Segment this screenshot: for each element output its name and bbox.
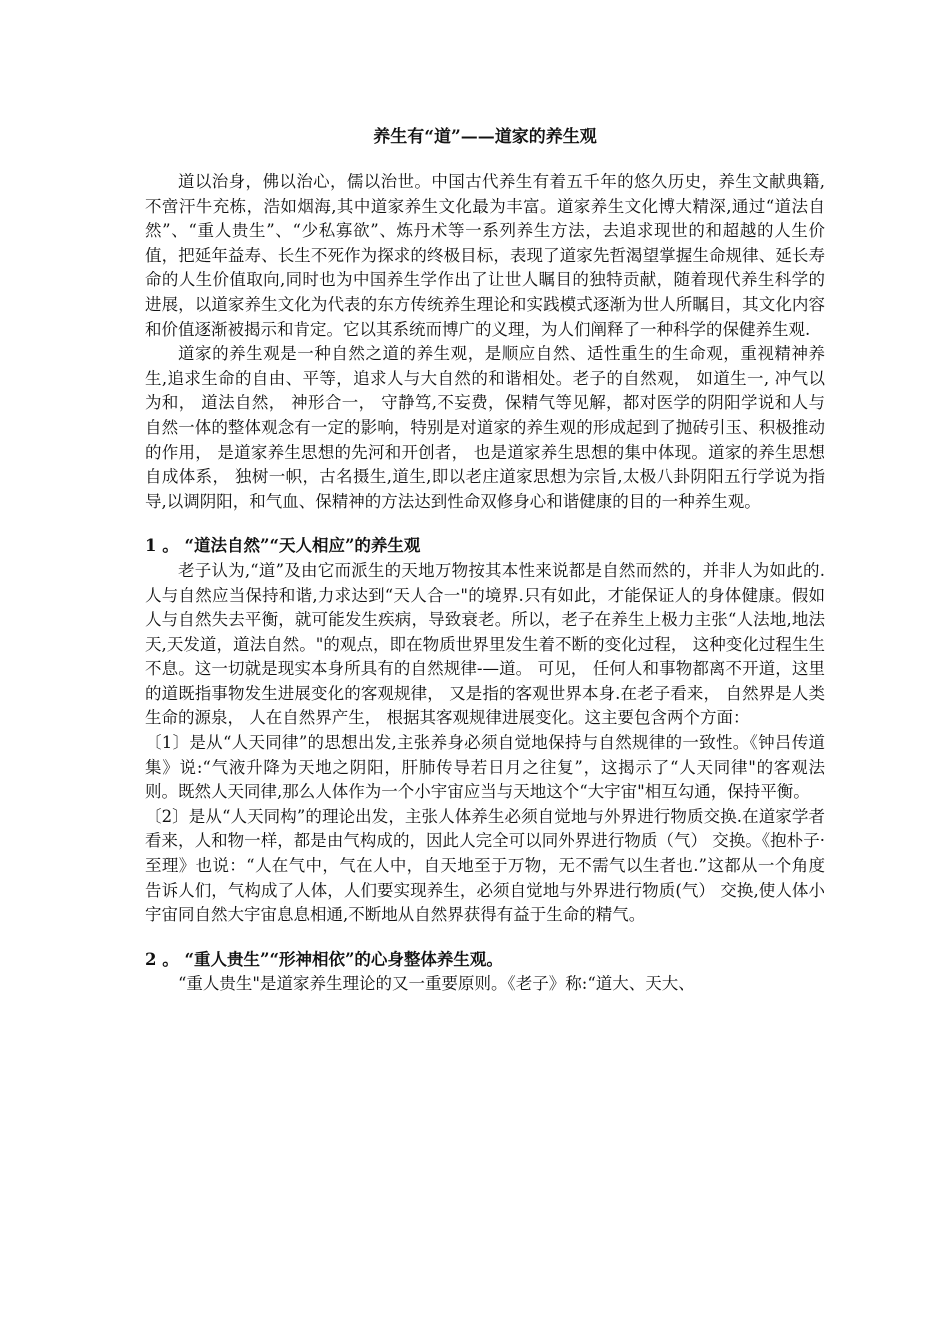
section-2-paragraph: “重人贵生"是道家养生理论的又一重要原则。《老子》称:“道大、天大、 [178,974,695,994]
document-page [145,124,825,997]
section-1-item-1: 〔1〕是从“人天同律”的思想出发,主张养身必须自觉地保持与自然规律的一致性。《钟吕传道集》说:“气液升降为天地之阴阳，肝肺传导若日月之往复”，这揭示了“人天同律"的客观法则。既然人天同律,那么人体作为一个小宇宙应当与天地这个“大宇宙"相互勾通，保持平衡。 [145,733,825,802]
section-1-item-2: 〔2〕是从“人天同构”的理论出发，主张人体养生必须自觉地与外界进行物质交换.在道家学者看来，人和物一样，都是由气构成的，因此人完全可以同外界进行物质（气） 交换。《抱朴子·至理》也说：“人在气中，气在人中，自天地至于万物，无不需气以生者也.”这都从一个角度告诉人们，气构成了人体，人们要实现养生，必须自觉地与外界进行物质(气） 交换,使人体小宇宙同自然大宇宙息息相通,不断地从自然界获得有益于生命的精气。 [145,806,825,925]
intro-paragraph-2: 道家的养生观是一种自然之道的养生观，是顺应自然、适性重生的生命观，重视精神养生,追求生命的自由、平等，追求人与大自然的和谐相处。老子的自然观， 如道生一, 冲气以为和， 道法自然， 神形合一， 守静笃,不妄费，保精气等见解，都对医学的阴阳学说和人与自然一体的整体观念有一定的影响，特别是对道家的养生观的形成起到了抛砖引玉、积极推动的作用， 是道家养生思想的先河和开创者， 也是道家养生思想的集中体现。道家的养生思想自成体系， 独树一帜，古名摄生,道生,即以老庄道家思想为宗旨,太极八卦阴阳五行学说为指导,以调阴阳，和气血、保精神的方法达到性命双修身心和谐健康的目的一种养生观。 [145,344,825,511]
section-1-heading: 1 。 “道法自然”“天人相应”的养生观 [145,536,421,556]
section-1-paragraph: 老子认为,“道”及由它而派生的天地万物按其本性来说都是自然而然的，并非人为如此的.人与自然应当保持和谐,力求达到“天人合一"的境界.只有如此，才能保证人的身体健康。假如人与自然失去平衡，就可能发生疾病，导致衰老。所以，老子在养生上极力主张“人法地,地法天,天发道，道法自然。"的观点，即在物质世界里发生着不断的变化过程， 这种变化过程生生不息。这一切就是现实本身所具有的自然规律-—道。 可见， 任何人和事物都离不开道，这里的道既指事物发生进展变化的客观规律， 又是指的客观世界本身.在老子看来， 自然界是人类生命的源泉， 人在自然界产生， 根据其客观规律进展变化。这主要包含两个方面： [145,560,825,728]
intro-paragraph-1: 道以治身，佛以治心，儒以治世。中国古代养生有着五千年的悠久历史，养生文献典籍,不啻汗牛充栋，浩如烟海,其中道家养生文化最为丰富。道家养生文化博大精深,通过“道法自然”、“重人贵生”、“少私寡欲”、炼丹术等一系列养生方法，去追求现世的和超越的人生价值，把延年益寿、长生不死作为探求的终极目标，表现了道家先哲渴望掌握生命规律、延长寿命的人生价值取向,同时也为中国养生学作出了让世人瞩目的独特贡献，随着现代养生科学的进展，以道家养生文化为代表的东方传统养生理论和实践模式逐渐为世人所瞩目，其文化内容和价值逐渐被揭示和肯定。它以其系统而博广的义理，为人们阐释了一种科学的保健养生观. [145,172,825,339]
section-2-heading: 2 。 “重人贵生”“形神相依”的心身整体养生观。 [145,949,503,969]
document-title: 养生有“道”——道家的养生观 [373,127,597,147]
